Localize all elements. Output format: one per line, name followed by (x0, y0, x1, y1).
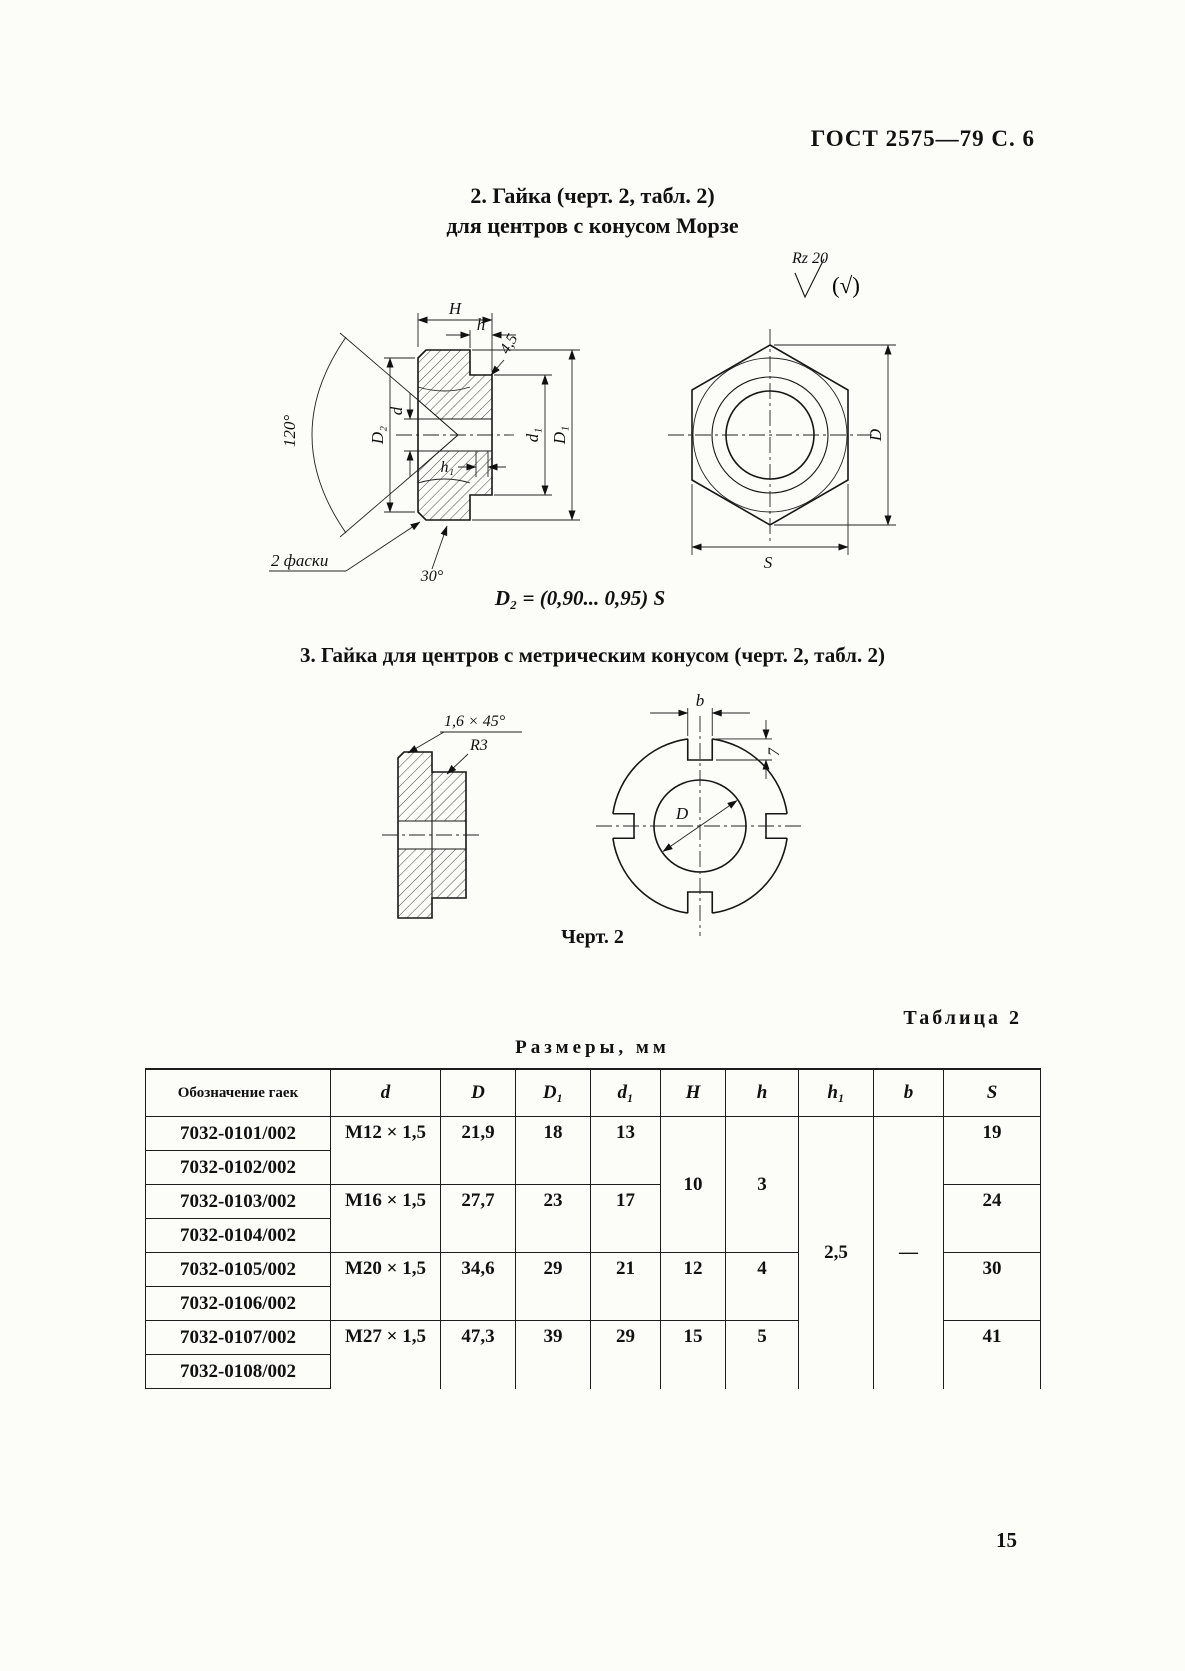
dim-label-D-bore: D (675, 804, 689, 823)
designation-cell: 7032-0101/002 (146, 1117, 331, 1151)
col-header-d1: d₁ (591, 1069, 661, 1117)
designation-cell: 7032-0106/002 (146, 1287, 331, 1321)
d-cell: M12 × 1,5 (331, 1117, 441, 1185)
morse-nut-drawing (140, 235, 940, 640)
H-cell: 10 (661, 1117, 726, 1253)
designation-cell: 7032-0104/002 (146, 1219, 331, 1253)
d-cell: M27 × 1,5 (331, 1321, 441, 1389)
table-header-row (146, 1069, 1041, 1117)
D1-cell: 29 (516, 1253, 591, 1321)
dim-label-d1: d₁ (523, 427, 542, 443)
d1-cell: 13 (591, 1117, 661, 1185)
designation-cell: 7032-0105/002 (146, 1253, 331, 1287)
designation-cell: 7032-0108/002 (146, 1355, 331, 1389)
col-header-d: d (331, 1069, 441, 1117)
d1-cell: 29 (591, 1321, 661, 1389)
section3-title: 3. Гайка для центров с метрическим конусом (черт. 2, табл. 2) (300, 643, 885, 667)
dim-label-H: H (448, 299, 462, 318)
dim-label-120deg: 120° (280, 414, 299, 448)
dim-label-4-5: 4,5 (496, 331, 522, 357)
dim-label-h1: h₁ (440, 459, 454, 476)
section2-title-line2: для центров с конусом Морзе (446, 213, 739, 238)
roughness-label: Rz 20 (792, 250, 828, 267)
dim-label-d: d (387, 406, 406, 416)
dim-label-7: 7 (766, 748, 783, 756)
dim-label-chamfer: 1,6 × 45° (444, 713, 506, 730)
d1-cell: 21 (591, 1253, 661, 1321)
dim-label-D1: D₁ (550, 425, 569, 445)
D-cell: 34,6 (441, 1253, 516, 1321)
b-cell: — (874, 1117, 944, 1389)
table-row (146, 1117, 1041, 1151)
D1-cell: 39 (516, 1321, 591, 1389)
col-header-designation: Обозначение гаек (146, 1069, 331, 1117)
dim-label-h: h (476, 315, 486, 334)
col-header-h: h (726, 1069, 799, 1117)
document-header: ГОСТ 2575—79 С. 6 (810, 126, 1035, 151)
page-number: 15 (996, 1528, 1017, 1552)
metric-nut-drawing (280, 688, 840, 938)
nut-section-view (396, 350, 514, 520)
D-cell: 21,9 (441, 1117, 516, 1185)
S-cell: 41 (944, 1321, 1041, 1389)
col-header-H: H (661, 1069, 726, 1117)
D-cell: 27,7 (441, 1185, 516, 1253)
table-units: Размеры, мм (515, 1037, 670, 1058)
h-cell: 5 (726, 1321, 799, 1389)
section2-title-line1: 2. Гайка (черт. 2, табл. 2) (470, 183, 715, 208)
dim-label-D2: D₂ (368, 425, 387, 445)
h-cell: 4 (726, 1253, 799, 1321)
S-cell: 19 (944, 1117, 1041, 1185)
dim-label-S: S (763, 553, 773, 572)
col-header-h1: h₁ (799, 1069, 874, 1117)
dim-label-R3: R3 (470, 737, 488, 754)
nut-face-dimensions (692, 250, 896, 572)
dimensions-table (145, 1068, 1041, 1389)
D1-cell: 18 (516, 1117, 591, 1185)
D-cell: 47,3 (441, 1321, 516, 1389)
S-cell: 24 (944, 1185, 1041, 1253)
dim-label-b: b (695, 691, 705, 710)
slotted-nut-section-view (382, 752, 482, 918)
note-two-chamfers: 2 фаски (271, 551, 329, 570)
figure-caption: Черт. 2 (561, 926, 624, 948)
designation-cell: 7032-0103/002 (146, 1185, 331, 1219)
nut-section-dimensions (269, 299, 580, 585)
d-cell: M16 × 1,5 (331, 1185, 441, 1253)
h-cell: 3 (726, 1117, 799, 1253)
slotted-nut-face-dimensions (650, 691, 783, 852)
col-header-D1: D₁ (516, 1069, 591, 1117)
H-cell: 15 (661, 1321, 726, 1389)
col-header-b: b (874, 1069, 944, 1117)
col-header-S: S (944, 1069, 1041, 1117)
designation-cell: 7032-0102/002 (146, 1151, 331, 1185)
H-cell: 12 (661, 1253, 726, 1321)
d1-cell: 17 (591, 1185, 661, 1253)
table-caption: Таблица 2 (903, 1007, 1022, 1029)
d2-formula: D₂ = (0,90... 0,95) S (494, 586, 666, 610)
D1-cell: 23 (516, 1185, 591, 1253)
dim-label-30deg: 30° (420, 568, 444, 585)
col-header-D: D (441, 1069, 516, 1117)
S-cell: 30 (944, 1253, 1041, 1321)
dim-label-D: D (866, 428, 885, 442)
roughness-rest-icon: (√) (832, 273, 860, 298)
nut-face-view (668, 329, 872, 541)
designation-cell: 7032-0107/002 (146, 1321, 331, 1355)
h1-cell: 2,5 (799, 1117, 874, 1389)
d-cell: M20 × 1,5 (331, 1253, 441, 1321)
